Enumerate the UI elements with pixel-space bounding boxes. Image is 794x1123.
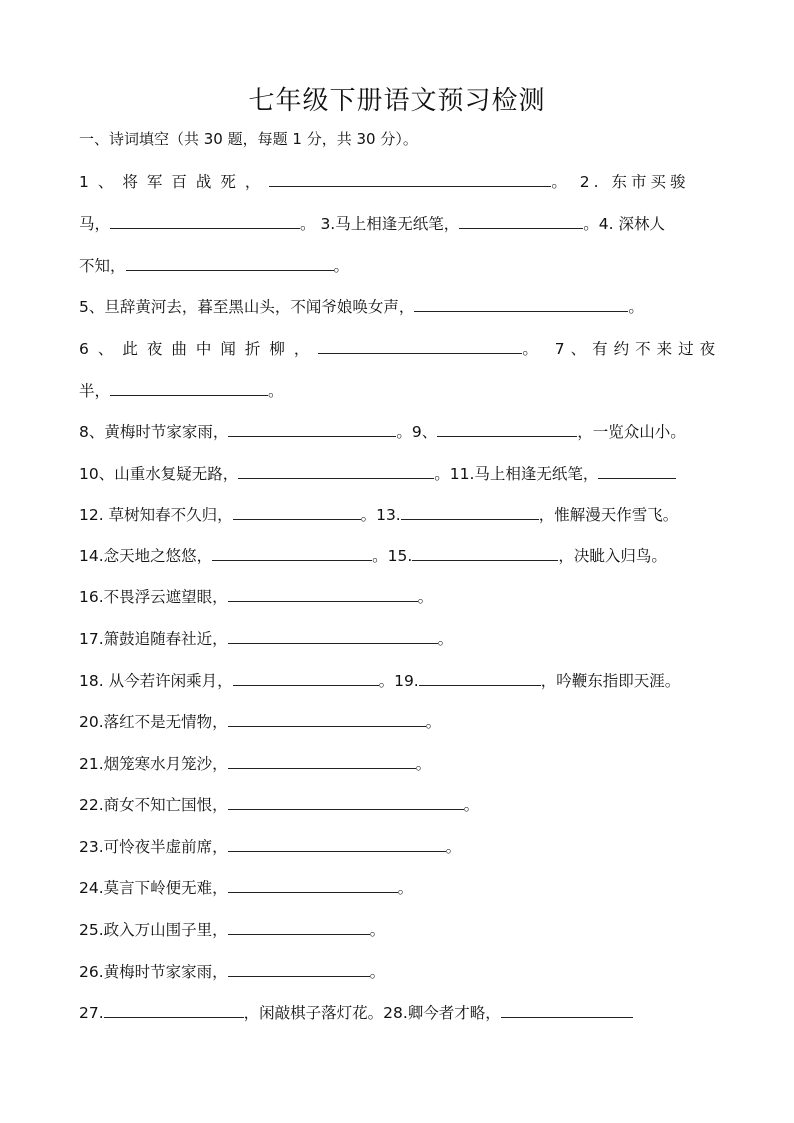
question-text: 不知， (79, 257, 126, 275)
question-text: 。 2. 东市买骏 (551, 173, 690, 191)
answer-blank[interactable] (459, 214, 583, 229)
question-line-6 (79, 339, 722, 359)
question-text: 23.可怜夜半虚前席， (79, 838, 228, 856)
question-text: ，一览众山小。 (577, 423, 686, 441)
answer-blank[interactable] (228, 837, 446, 852)
question-line-1 (79, 172, 719, 192)
question-text: 24.莫言下岭便无难， (79, 879, 228, 897)
question-line-20 (79, 712, 719, 732)
question-text: 22.商女不知亡国恨， (79, 796, 228, 814)
question-text: 。 (397, 879, 414, 897)
question-text: 。 (437, 630, 454, 648)
answer-blank[interactable] (233, 671, 379, 686)
question-text: 。9、 (396, 423, 438, 441)
answer-blank[interactable] (233, 505, 361, 520)
question-text: 1、将军百战死， (79, 173, 270, 191)
answer-blank[interactable] (228, 962, 370, 977)
question-line-24 (79, 878, 719, 898)
question-line-25 (79, 920, 719, 940)
question-line-17 (79, 629, 719, 649)
answer-blank[interactable] (212, 546, 372, 561)
question-text: 。 (333, 257, 350, 275)
question-text: ，惟解漫天作雪飞。 (538, 506, 679, 524)
answer-blank[interactable] (228, 754, 416, 769)
question-line-16 (79, 587, 719, 607)
question-text: 。11.马上相逢无纸笔， (434, 465, 599, 483)
question-line-21 (79, 754, 719, 774)
answer-blank[interactable] (228, 629, 438, 644)
question-text: ，闲敲棋子落灯花。28.卿今者才略， (243, 1004, 501, 1022)
question-text: 半， (79, 382, 111, 400)
question-text: 。 (369, 963, 386, 981)
answer-blank[interactable] (228, 587, 418, 602)
answer-blank[interactable] (228, 712, 426, 727)
answer-blank[interactable] (228, 920, 370, 935)
answer-blank[interactable] (228, 795, 464, 810)
question-text: 。 (268, 382, 284, 400)
answer-blank[interactable] (412, 546, 558, 561)
question-line-14 (79, 546, 719, 566)
question-line-10 (79, 464, 719, 484)
answer-blank[interactable] (228, 878, 398, 893)
answer-blank[interactable] (414, 297, 628, 312)
answer-blank[interactable] (126, 256, 334, 271)
question-text: 马， (79, 215, 111, 233)
question-text: 20.落红不是无情物， (79, 713, 228, 731)
question-line-2 (79, 214, 719, 234)
question-text: 16.不畏浮云遮望眼， (79, 588, 228, 606)
question-text: 18. 从今若许闲乘月， (79, 672, 233, 690)
question-line-27 (79, 1003, 719, 1023)
answer-blank[interactable] (269, 172, 551, 187)
question-text: 8、黄梅时节家家雨， (79, 423, 229, 441)
question-line-3 (79, 256, 719, 276)
question-line-18 (79, 671, 719, 691)
question-text: 14.念天地之悠悠， (79, 547, 213, 565)
question-line-22 (79, 795, 719, 815)
question-text: 12. 草树知春不久归， (79, 506, 233, 524)
answer-blank[interactable] (419, 671, 541, 686)
question-text: 17.箫鼓追随春社近， (79, 630, 228, 648)
question-text: 。 (425, 713, 442, 731)
question-text: 。 7、有约不来过夜 (522, 340, 722, 358)
question-text: ，决眦入归鸟。 (558, 547, 667, 565)
question-line-26 (79, 962, 719, 982)
answer-blank[interactable] (110, 214, 300, 229)
question-text: 5、旦辞黄河去，暮至黑山头，不闻爷娘唤女声， (79, 298, 415, 316)
question-text: 。 (415, 755, 432, 773)
answer-blank[interactable] (228, 422, 396, 437)
answer-blank[interactable] (598, 464, 676, 479)
question-line-5 (79, 297, 719, 317)
question-line-7 (79, 381, 719, 401)
answer-blank[interactable] (501, 1003, 633, 1018)
answer-blank[interactable] (110, 381, 268, 396)
question-text: ，吟鞭东指即天涯。 (540, 672, 681, 690)
question-text: 27. (79, 1004, 104, 1022)
question-text: 。15. (372, 547, 413, 565)
question-text: 26.黄梅时节家家雨， (79, 963, 228, 981)
question-text: 10、山重水复疑无路， (79, 465, 239, 483)
section-heading: 一、诗词填空（共 30 题，每题 1 分，共 30 分）。 (79, 130, 418, 148)
question-text: 25.政入万山围子里， (79, 921, 228, 939)
answer-blank[interactable] (318, 339, 522, 354)
answer-blank[interactable] (104, 1003, 244, 1018)
question-text: 21.烟笼寒水月笼沙， (79, 755, 228, 773)
page-title: 七年级下册语文预习检测 (248, 86, 546, 116)
question-text: 。 (628, 298, 644, 316)
answer-blank[interactable] (437, 422, 577, 437)
answer-blank[interactable] (401, 505, 539, 520)
question-text: 。 (463, 796, 480, 814)
answer-blank[interactable] (238, 464, 434, 479)
question-text: 。4. 深林人 (583, 215, 665, 233)
question-line-12 (79, 505, 719, 525)
question-text: 。 3.马上相逢无纸笔， (300, 215, 460, 233)
question-line-8 (79, 422, 719, 442)
question-text: 6、此夜曲中闻折柳， (79, 340, 319, 358)
question-text: 。13. (360, 506, 401, 524)
question-text: 。 (445, 838, 462, 856)
question-text: 。 (369, 921, 386, 939)
question-line-23 (79, 837, 719, 857)
question-text: 。 (417, 588, 434, 606)
question-text: 。19. (378, 672, 419, 690)
